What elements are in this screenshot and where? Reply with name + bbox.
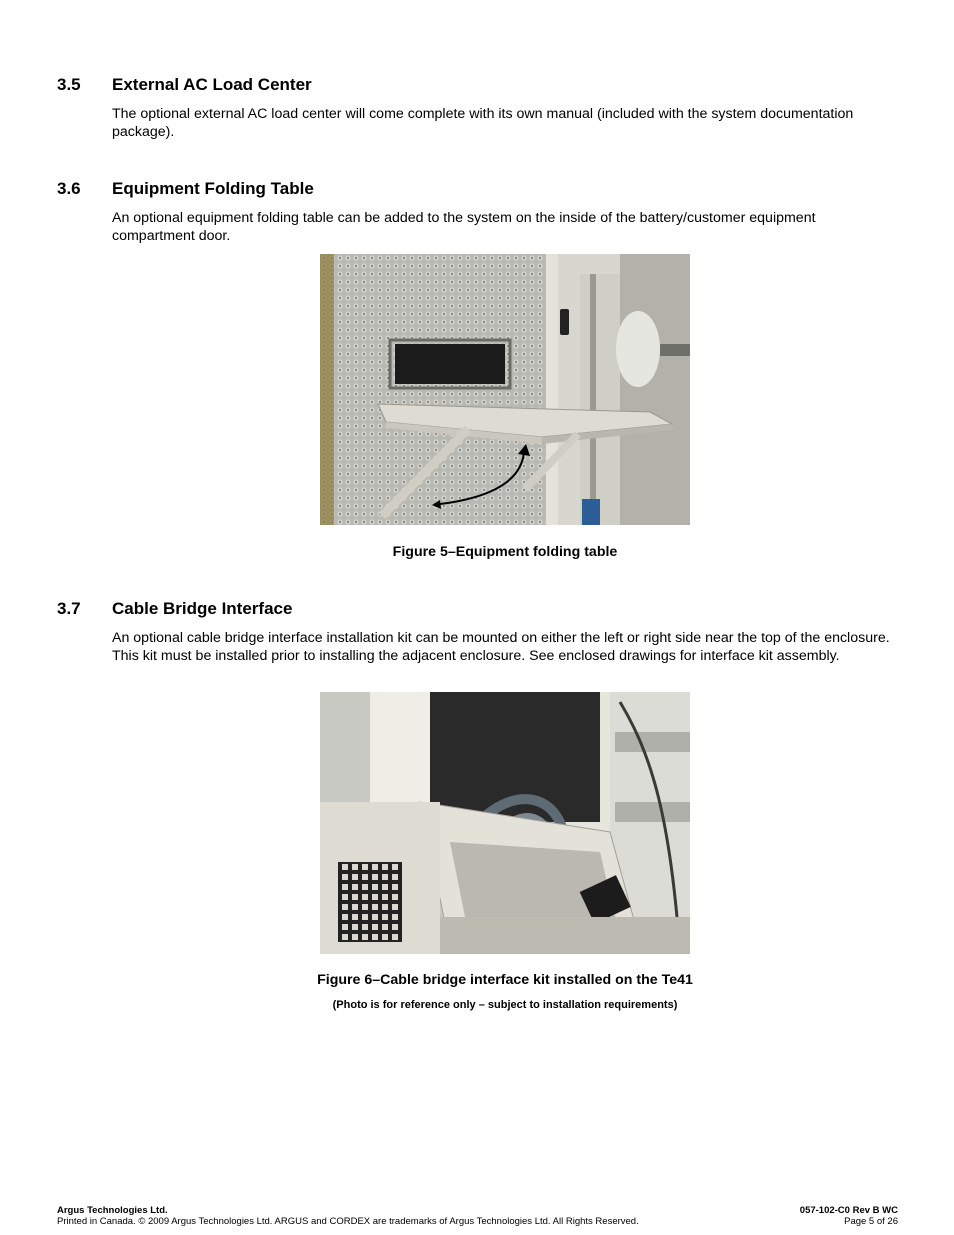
footer-company: Argus Technologies Ltd. bbox=[57, 1205, 168, 1216]
section-3-7-body: An optional cable bridge interface installation kit can be mounted on either the left or right side near the top of the enclosure. This kit must be installed prior to installing the adjacent enclosure. See enclosed drawings for interface kit assembly. bbox=[112, 630, 890, 664]
section-3-7-title: Cable Bridge Interface bbox=[112, 599, 293, 618]
section-3-6-title: Equipment Folding Table bbox=[112, 179, 314, 198]
figure-5-caption: Figure 5–Equipment folding table bbox=[392, 544, 618, 560]
footer-legal: Printed in Canada. © 2009 Argus Technologies Ltd. ARGUS and CORDEX are trademarks of Argus Technologies Ltd. All Rights Reserved. bbox=[57, 1216, 639, 1227]
figure-5-photo bbox=[320, 254, 690, 525]
figure-6-caption: Figure 6–Cable bridge interface kit installed on the Te41 bbox=[317, 972, 693, 988]
section-3-5-title: External AC Load Center bbox=[112, 75, 312, 94]
door-edge bbox=[546, 254, 558, 525]
section-3-6-body: An optional equipment folding table can be added to the system on the inside of the battery/customer equipment compartment door. bbox=[112, 210, 816, 244]
section-3-7-number: 3.7 bbox=[57, 599, 81, 618]
cable-bridge-illustration bbox=[320, 692, 690, 954]
figure-6-photo bbox=[320, 692, 690, 954]
folding-table-illustration bbox=[320, 254, 690, 525]
footer-page-number: Page 5 of 26 bbox=[844, 1216, 898, 1227]
equipment-rack bbox=[580, 274, 620, 525]
footer-doc-number: 057-102-C0 Rev B WC bbox=[799, 1205, 898, 1216]
vent-grille bbox=[395, 344, 505, 384]
figure-6-note: (Photo is for reference only – subject to installation requirements) bbox=[332, 999, 678, 1011]
round-component bbox=[616, 311, 660, 387]
section-3-5-number: 3.5 bbox=[57, 75, 81, 94]
section-3-6-number: 3.6 bbox=[57, 179, 81, 198]
door-latch bbox=[560, 309, 569, 335]
section-3-5-body: The optional external AC load center will come complete with its own manual (included with the system documentation package). bbox=[112, 106, 854, 140]
